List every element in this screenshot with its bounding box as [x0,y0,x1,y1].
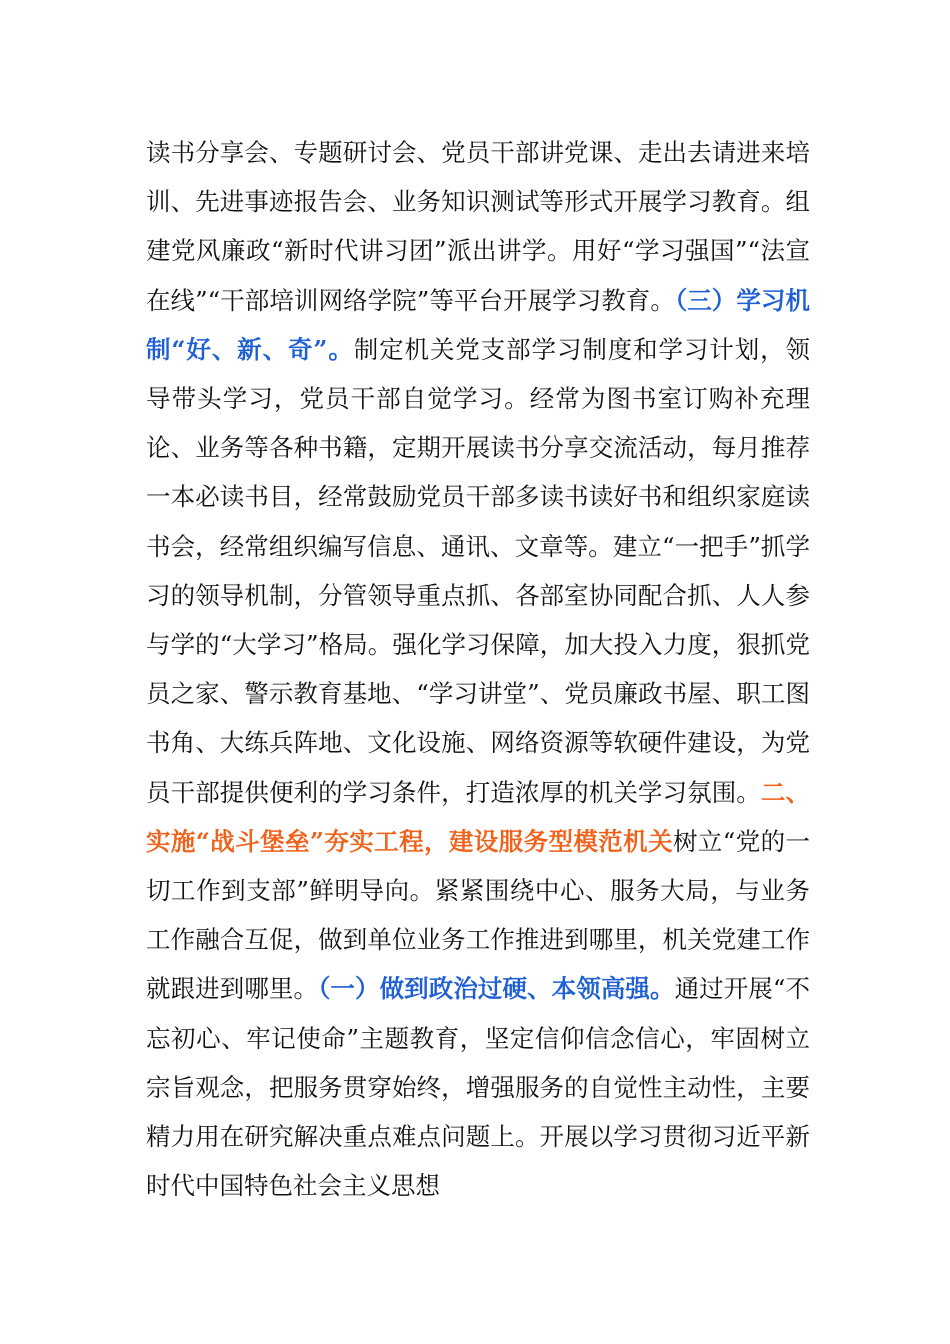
heading-political-competence: （一）做到政治过硬、本领高强。 [318,974,675,1004]
heading-fortress-project: 二、实施“战斗堡垒”夯实工程，建设服务型模范机关 [146,777,811,856]
paragraph-study-forms: 读书分享会、专题研讨会、党员干部讲党课、走出去请进来培训、先进事迹报告会、业务知识测试等形式开展学习教育。组建党风廉政“新时代讲习团”派出讲学。用好“学习强国”“法宣在线”“干部培训网络学院”等平台开展学习教育。 [146,138,810,315]
heading-study-mechanism: （三）学习机制“好、新、奇”。 [146,285,810,364]
body-text [146,128,810,1210]
paragraph-branch-guidance: 树立“党的一切工作到支部”鲜明导向。紧紧围绕中心、服务大局，与业务工作融合互促，做到单位业务工作推进到哪里，机关党建工作就跟进到哪里。 [146,826,810,1004]
paragraph-study-system: 制定机关党支部学习制度和学习计划，领导带头学习，党员干部自觉学习。经常为图书室订购补充理论、业务等各种书籍，定期开展读书分享交流活动，每月推荐一本必读书目，经常鼓励党员干部多读书读好书和组织家庭读书会，经常组织编写信息、通讯、文章等。建立“一把手”抓学习的领导机制，分管领导重点抓、各部室协同配合抓、人人参与学的“大学习”格局。强化学习保障，加大投入力度，狠抓党员之家、警示教育基地、“学习讲堂”、党员廉政书屋、职工图书角、大练兵阵地、文化设施、网络资源等软硬件建设，为党员干部提供便利的学习条件，打造浓厚的机关学习氛围。 [146,334,811,807]
paragraph-theme-education: 通过开展“不忘初心、牢记使命”主题教育，坚定信仰信念信心，牢固树立宗旨观念，把服务贯穿始终，增强服务的自觉性主动性，主要精力用在研究解决重点难点问题上。开展以学习贯彻习近平新时代中国特色社会主义思想 [146,974,810,1201]
